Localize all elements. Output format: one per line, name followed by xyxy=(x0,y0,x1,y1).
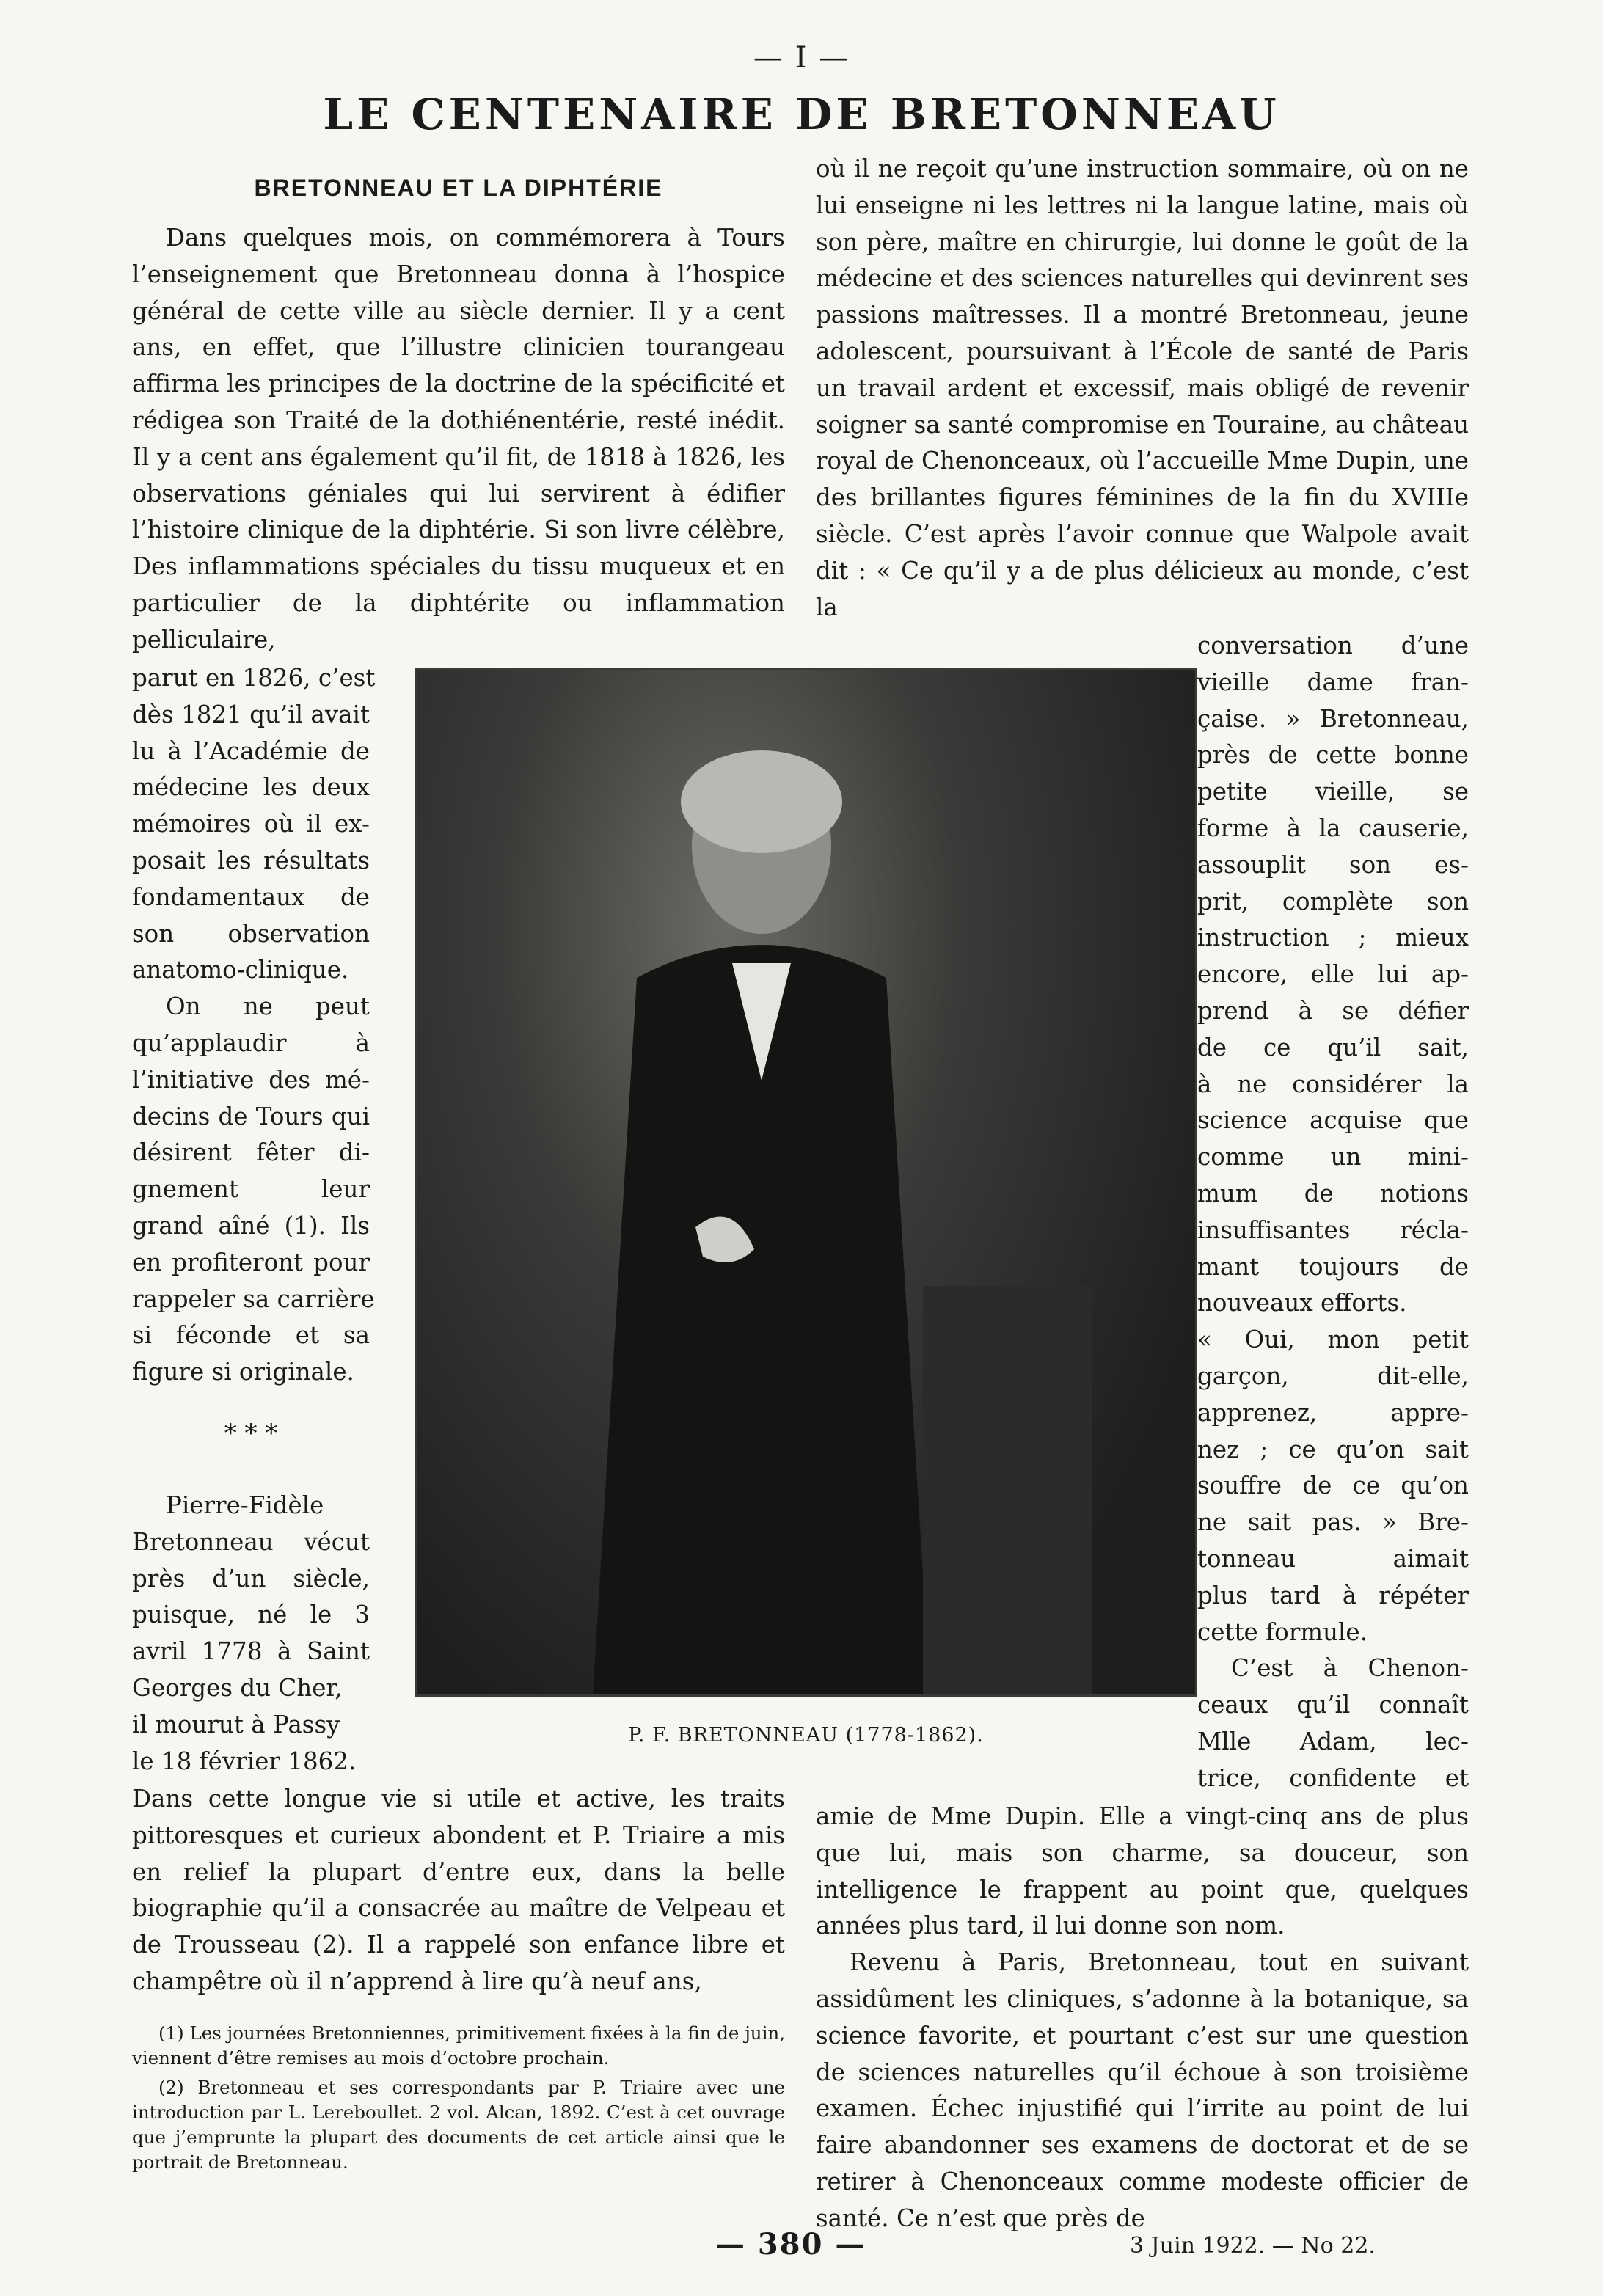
text-line: vieille dame fran- xyxy=(1197,668,1469,696)
text-line: il mourut à Passy xyxy=(132,1710,340,1739)
text-line: mémoires où il ex- xyxy=(132,810,370,838)
text-line: rappeler sa carrière xyxy=(132,1284,375,1313)
text-line: parut en 1826, c’est xyxy=(132,664,376,692)
text-line: médecine les deux xyxy=(132,773,370,802)
article-title: LE CENTENAIRE DE BRETONNEAU xyxy=(323,89,1280,139)
text-line: anatomo-clinique. xyxy=(132,956,349,984)
page-number: — 380 — xyxy=(715,2227,866,2262)
text-line: plus tard à répéter xyxy=(1197,1581,1469,1609)
text-line: ne sait pas. » Bre- xyxy=(1197,1508,1469,1537)
text-line: petite vieille, se xyxy=(1197,778,1469,806)
text-line: science acquise que xyxy=(1197,1106,1469,1135)
text-line: puisque, né le 3 xyxy=(132,1601,370,1629)
text-line: assouplit son es- xyxy=(1197,850,1469,879)
portrait-figure-icon xyxy=(417,670,1195,1694)
text-line: Georges du Cher, xyxy=(132,1673,343,1702)
text-line: son observation xyxy=(132,919,370,948)
left-bottom-paragraph xyxy=(132,1781,785,2000)
text-line: souffre de ce qu’on xyxy=(1197,1471,1469,1500)
text-line: tonneau aimait xyxy=(1197,1544,1469,1573)
right-top-paragraph xyxy=(816,151,1469,626)
text-line: l’initiative des mé- xyxy=(132,1065,370,1094)
text-line: si féconde et sa xyxy=(132,1321,370,1350)
intro-paragraph-text: Dans quelques mois, on commémorera à Tours l’enseignement que Bretonneau donna à l’hospice général de cette ville au siècle dernier. Il y a cent ans, en effet, que l’illustre clinicien tourangeau affirma les principes de la doctrine de la spécificité et rédigea son Traité de la dothiénentérie, resté inédit. Il y a cent ans également qu’il fit, de 1818 à 1826, les observations géniales qui lui servirent à édifier l’histoire clinique de la diphtérie. Si son livre célèbre, Des inflammations spéciales du tissu muqueux et en particulier de la diphtérite ou inflammation pelliculaire, xyxy=(132,224,785,654)
text-line: « Oui, mon petit xyxy=(1197,1326,1469,1354)
portrait-photograph xyxy=(415,668,1197,1697)
footnotes xyxy=(132,2021,785,2179)
text-line: lu à l’Académie de xyxy=(132,736,370,765)
text-line: mum de notions xyxy=(1197,1179,1469,1207)
text-line: nouveaux efforts. xyxy=(1197,1289,1407,1317)
text-line: grand aîné (1). Ils xyxy=(132,1211,370,1240)
text-line: encore, elle lui ap- xyxy=(1197,960,1469,989)
text-line: conversation d’une xyxy=(1197,632,1469,659)
text-line: Bretonneau vécut xyxy=(132,1527,370,1556)
right-top-paragraph-text: où il ne reçoit qu’une instruction sommaire, où on ne lui enseigne ni les lettres ni la langue latine, mais où son père, maître en chirurgie, lui donne le goût de la médecine et des sciences naturelles qui devinrent ses passions maîtresses. Il a montré Bretonneau, jeune adolescent, poursuivant à l’École de santé de Paris un travail ardent et excessif, mais obligé de revenir soigner sa santé compromise en Touraine, au château royal de Chenonceaux, où l’accueille Mme Dupin, une des brillantes figures féminines de la fin du XVIIIe siècle. C’est après l’avoir connue que Walpole avait dit : « Ce qu’il y a de plus délicieux au monde, c’est la xyxy=(816,155,1469,621)
text-line: prit, complète son xyxy=(1197,887,1469,915)
text-line: instruction ; mieux xyxy=(1197,924,1469,952)
text-line: fondamentaux de xyxy=(132,882,370,911)
text-line: près d’un siècle, xyxy=(132,1564,370,1593)
text-line: çaise. » Bretonneau, xyxy=(1197,704,1469,733)
text-line: C’est à Chenon- xyxy=(1231,1654,1469,1683)
text-line: gnement leur xyxy=(132,1175,370,1204)
text-line: insuffisantes récla- xyxy=(1197,1215,1469,1244)
text-line: figure si originale. xyxy=(132,1358,354,1386)
text-line: ceaux qu’il connaît xyxy=(1197,1691,1469,1719)
text-line: apprenez, appre- xyxy=(1197,1398,1469,1427)
text-line: en profiteront pour xyxy=(132,1248,370,1276)
right-narrow-column xyxy=(1197,628,1469,1797)
text-line: à ne considérer la xyxy=(1197,1070,1469,1098)
left-narrow-column-2 xyxy=(132,1488,370,1780)
left-bottom-paragraph-text: Dans cette longue vie si utile et active, les traits pittoresques et curieux abondent et P. Triaire a mis en relief la plupart d’entre eux, dans la belle biographie qu’il a consacrée au maître de Velpeau et de Trousseau (2). Il a rappelé son enfance libre et champêtre où il n’apprend à lire qu’à neuf ans, xyxy=(132,1785,785,1995)
text-line: Pierre-Fidèle xyxy=(166,1491,324,1519)
text-line: decins de Tours qui xyxy=(132,1102,370,1130)
text-line: mant toujours de xyxy=(1197,1252,1469,1281)
text-line: cette formule. xyxy=(1197,1617,1368,1646)
right-bottom-paragraph-2: Revenu à Paris, Bretonneau, tout en suivant assidûment les cliniques, s’adonne à la botanique, sa science favorite, et pourtant c’est sur une question de sciences naturelles qu’il échoue à son troisième examen. Échec injustifié qui l’irrite au point de lui faire abandonner ses examens de doctorat et de se retirer à Chenonceaux comme modeste officier de santé. Ce n’est que près de xyxy=(816,1948,1469,2232)
footnote-2: (2) Bretonneau et ses correspondants par P. Triaire avec une introduction par L. Lereboullet. 2 vol. Alcan, 1892. C’est à cet ouvrage que j’emprunte la plupart des documents de cet article ainsi que le portrait de Bretonneau. xyxy=(132,2077,785,2173)
text-line: dès 1821 qu’il avait xyxy=(132,700,370,728)
text-line: Mlle Adam, lec- xyxy=(1197,1727,1469,1755)
text-line: près de cette bonne xyxy=(1197,741,1469,769)
text-line: On ne peut xyxy=(166,992,370,1021)
text-line: avril 1778 à Saint xyxy=(132,1637,370,1666)
text-line: prend à se défier xyxy=(1197,996,1469,1025)
intro-paragraph xyxy=(132,220,785,659)
text-line: trice, confidente et xyxy=(1197,1763,1469,1792)
text-line: le 18 février 1862. xyxy=(132,1747,357,1775)
text-line: désirent fêter di- xyxy=(132,1138,370,1167)
text-line: posait les résultats xyxy=(132,846,370,874)
footnote-1: (1) Les journées Bretonniennes, primitivement fixées à la fin de juin, viennent d’être remises au mois d’octobre prochain. xyxy=(132,2022,785,2069)
section-separator: * * * xyxy=(224,1419,278,1448)
folio: — I — xyxy=(753,41,850,75)
text-line: forme à la causerie, xyxy=(1197,814,1469,842)
text-line: nez ; ce qu’on sait xyxy=(1197,1435,1469,1463)
text-line: garçon, dit-elle, xyxy=(1197,1361,1469,1390)
text-line: qu’applaudir à xyxy=(132,1028,370,1057)
right-bottom-paragraphs xyxy=(816,1799,1469,2237)
right-bottom-paragraph-1: amie de Mme Dupin. Elle a vingt-cinq ans de plus que lui, mais son charme, sa douceur, son intelligence le frappent au point que, quelques années plus tard, il lui donne son nom. xyxy=(816,1802,1469,1940)
section-heading: BRETONNEAU ET LA DIPHTÉRIE xyxy=(254,175,663,201)
text-line: comme un mini- xyxy=(1197,1143,1469,1171)
left-narrow-column xyxy=(132,660,376,1391)
figure-caption: P. F. BRETONNEAU (1778-1862). xyxy=(628,1724,984,1747)
text-line: de ce qu’il sait, xyxy=(1197,1033,1469,1061)
issue-date: 3 Juin 1922. — No 22. xyxy=(1130,2233,1376,2259)
